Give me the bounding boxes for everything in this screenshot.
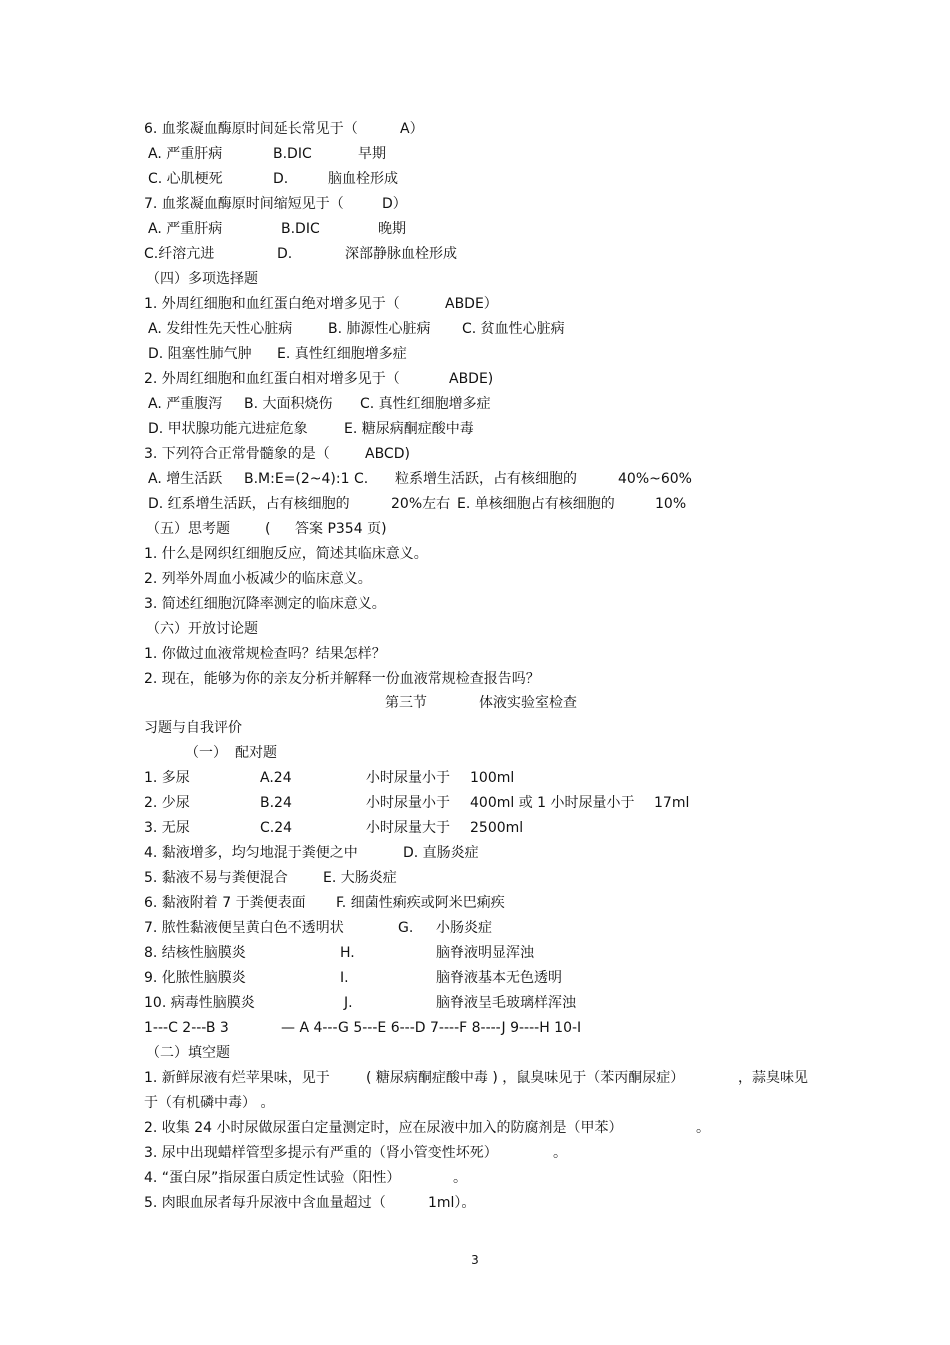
- text-segment: 小肠炎症: [436, 920, 492, 936]
- text-segment: — A 4---G 5---E 6---D 7----F 8----J 9----H 10-I: [281, 1020, 582, 1036]
- text-segment: 5. 黏液不易与粪便混合: [144, 870, 288, 886]
- text-segment: B.DIC: [281, 221, 320, 237]
- text-segment: ABDE): [449, 371, 494, 387]
- text-segment: C. 心肌梗死: [148, 171, 223, 187]
- text-segment: 4. “蛋白尿”指尿蛋白质定性试验（阳性）: [144, 1170, 401, 1186]
- text-segment: 配对题: [235, 745, 277, 761]
- text-segment: 粒系增生活跃，占有核细胞的: [395, 471, 577, 487]
- text-segment: （六）开放讨论题: [146, 621, 258, 637]
- text-segment: C. 真性红细胞增多症: [360, 396, 491, 412]
- text-segment: 。: [696, 1120, 710, 1136]
- text-segment: C.24: [260, 820, 293, 836]
- text-segment: 3. 下列符合正常骨髓象的是（: [144, 446, 330, 462]
- text-segment: 体液实验室检查: [479, 695, 577, 711]
- text-segment: (: [265, 521, 271, 537]
- text-segment: 17ml: [654, 795, 690, 811]
- text-segment: D）: [382, 196, 407, 212]
- text-segment: 1. 外周红细胞和血红蛋白绝对增多见于（: [144, 296, 400, 312]
- text-segment: 2500ml: [470, 820, 524, 836]
- text-segment: B. 肺源性心脏病: [328, 321, 431, 337]
- text-segment: ( 糖尿病酮症酸中毒 ) ，鼠臭味见于（苯丙酮尿症）: [366, 1070, 685, 1086]
- text-segment: 10. 病毒性脑膜炎: [144, 995, 255, 1011]
- text-segment: 小时尿量大于: [366, 820, 450, 836]
- text-segment: 脑脊液明显浑浊: [436, 945, 534, 961]
- text-segment: A. 发绀性先天性心脏病: [148, 321, 293, 337]
- text-segment: 3. 简述红细胞沉降率测定的临床意义。: [144, 596, 386, 612]
- text-segment: 20%左右: [391, 496, 451, 512]
- text-segment: 1ml）。: [428, 1195, 476, 1211]
- text-segment: 答案 P354 页): [295, 521, 387, 537]
- text-segment: 400ml 或 1 小时尿量小于: [470, 795, 635, 811]
- text-segment: B.DIC: [273, 146, 312, 162]
- text-segment: ABDE）: [445, 296, 498, 312]
- text-segment: H.: [340, 945, 355, 961]
- text-segment: G.: [398, 920, 414, 936]
- text-segment: E. 大肠炎症: [323, 870, 397, 886]
- text-segment: 4. 黏液增多，均匀地混于粪便之中: [144, 845, 358, 861]
- text-segment: 。: [553, 1145, 567, 1161]
- text-segment: 晚期: [378, 221, 406, 237]
- text-segment: 小时尿量小于: [366, 795, 450, 811]
- text-segment: 2. 现在，能够为你的亲友分析并解释一份血液常规检查报告吗？: [144, 671, 540, 687]
- text-segment: C. 贫血性心脏病: [462, 321, 565, 337]
- text-segment: 1. 什么是网织红细胞反应，简述其临床意义。: [144, 546, 428, 562]
- text-segment: ABCD): [365, 446, 410, 462]
- text-segment: J.: [344, 995, 353, 1011]
- page-number: 3: [471, 1253, 479, 1267]
- text-segment: A. 增生活跃: [148, 471, 223, 487]
- text-segment: D.: [273, 171, 289, 187]
- text-segment: F. 细菌性痢疾或阿米巴痢疾: [336, 895, 505, 911]
- text-segment: 。: [453, 1170, 467, 1186]
- text-segment: 6. 血浆凝血酶原时间延长常见于（: [144, 121, 358, 137]
- text-segment: 2. 外周红细胞和血红蛋白相对增多见于（: [144, 371, 400, 387]
- text-segment: ，蒜臭味见: [738, 1070, 808, 1086]
- text-segment: 8. 结核性脑膜炎: [144, 945, 246, 961]
- text-segment: 早期: [358, 146, 386, 162]
- text-segment: B.24: [260, 795, 292, 811]
- text-segment: 第三节: [385, 695, 427, 711]
- text-segment: 深部静脉血栓形成: [345, 246, 457, 262]
- text-segment: 于（有机磷中毒） 。: [144, 1095, 275, 1111]
- text-segment: E. 单核细胞占有核细胞的: [457, 496, 615, 512]
- text-segment: （四）多项选择题: [146, 271, 258, 287]
- text-segment: D. 直肠炎症: [403, 845, 479, 861]
- text-segment: D. 甲状腺功能亢进症危象: [148, 421, 308, 437]
- text-segment: 脑血栓形成: [328, 171, 398, 187]
- text-segment: （五）思考题: [146, 521, 230, 537]
- text-segment: A. 严重肝病: [148, 221, 223, 237]
- text-segment: C.纤溶亢进: [144, 246, 215, 262]
- text-segment: 9. 化脓性脑膜炎: [144, 970, 246, 986]
- text-segment: D. 红系增生活跃，占有核细胞的: [148, 496, 350, 512]
- text-segment: 10%: [655, 496, 687, 512]
- text-segment: 1. 你做过血液常规检查吗？结果怎样？: [144, 646, 386, 662]
- text-segment: B. 大面积烧伤: [244, 396, 333, 412]
- text-segment: 1---C 2---B 3: [144, 1020, 229, 1036]
- text-segment: A）: [400, 121, 424, 137]
- text-segment: 5. 肉眼血尿者每升尿液中含血量超过（: [144, 1195, 386, 1211]
- text-segment: 3. 尿中出现蜡样管型多提示有严重的（肾小管变性坏死）: [144, 1145, 498, 1161]
- text-segment: （一）: [185, 745, 227, 761]
- text-segment: A. 严重腹泻: [148, 396, 223, 412]
- text-segment: 小时尿量小于: [366, 770, 450, 786]
- text-segment: A. 严重肝病: [148, 146, 223, 162]
- text-segment: I.: [340, 970, 349, 986]
- text-segment: 100ml: [470, 770, 515, 786]
- text-segment: 习题与自我评价: [144, 720, 242, 736]
- text-segment: 脑脊液呈毛玻璃样浑浊: [436, 995, 576, 1011]
- text-segment: 1. 新鲜尿液有烂苹果味，见于: [144, 1070, 330, 1086]
- text-segment: A.24: [260, 770, 292, 786]
- text-segment: 6. 黏液附着 7 于粪便表面: [144, 895, 306, 911]
- text-segment: 3. 无尿: [144, 820, 190, 836]
- text-segment: B.M:E=(2~4):1 C.: [244, 471, 369, 487]
- text-segment: 2. 少尿: [144, 795, 190, 811]
- text-segment: 7. 脓性黏液便呈黄白色不透明状: [144, 920, 344, 936]
- text-segment: E. 糖尿病酮症酸中毒: [344, 421, 474, 437]
- text-segment: E. 真性红细胞增多症: [277, 346, 407, 362]
- text-segment: 1. 多尿: [144, 770, 190, 786]
- text-segment: 脑脊液基本无色透明: [436, 970, 562, 986]
- text-segment: 40%~60%: [618, 471, 692, 487]
- text-segment: 2. 收集 24 小时尿做尿蛋白定量测定时，应在尿液中加入的防腐剂是（甲苯）: [144, 1120, 623, 1136]
- text-segment: （二）填空题: [146, 1045, 230, 1061]
- text-segment: 7. 血浆凝血酶原时间缩短见于（: [144, 196, 344, 212]
- text-segment: 2. 列举外周血小板减少的临床意义。: [144, 571, 372, 587]
- text-segment: D.: [277, 246, 293, 262]
- text-segment: D. 阻塞性肺气肿: [148, 346, 252, 362]
